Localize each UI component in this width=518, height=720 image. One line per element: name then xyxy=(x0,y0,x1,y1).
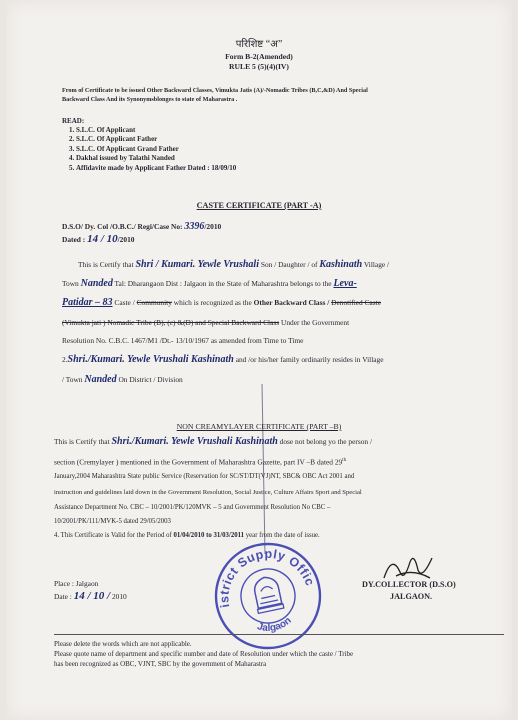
applicant-name-b: Shri./Kumari. Yewle Vrushali Kashinath xyxy=(111,436,278,447)
official-stamp xyxy=(212,540,324,652)
part-a-line-6: 2.Shri./Kumari. Yewle Vrushali Kashinath and /or his/her family ordinarily resides in Village xyxy=(62,354,384,365)
stamp-bottom-text: Jalgaon xyxy=(255,615,294,634)
part-b-line-3: January,2004 Maharashtra State public Service (Reservation for SC/ST/DT(VJ)NT, SBC& OBC Act 2001 and xyxy=(54,473,355,480)
officer-place: JALGAON. xyxy=(390,592,433,601)
read-item: 2. S.L.C. Of Applicant Father xyxy=(76,135,364,144)
town-name-2: Nanded xyxy=(84,374,117,385)
emblem-icon xyxy=(251,575,284,614)
officer-title: DY.COLLECTOR (D.S.O) xyxy=(362,580,456,589)
dated-line: Dated : 14 / 10/2010 xyxy=(62,233,135,245)
part-a-line-7: / Town Nanded On District / Division xyxy=(62,374,183,385)
read-list xyxy=(64,126,364,173)
part-a-line-1: This is Certify that Shri / Kumari. Yewle Vrushali Son / Daughter / of Kashinath Village / xyxy=(78,259,390,270)
case-number: 3396 xyxy=(184,221,205,232)
part-b-line-4: instruction and guidelines laid down in the Government Resolution, Social Justice, Culture Affairs Sport and Special xyxy=(54,489,362,496)
read-item: 4. Dakhal issued by Talathi Nanded xyxy=(76,154,364,163)
town-name: Nanded xyxy=(80,278,113,289)
note-1: Please delete the words which are not applicable. xyxy=(54,640,192,648)
certificate-page xyxy=(6,0,512,720)
part-b-line-5: Assistance Department No. CBC – 10/2001/PK/120MVK – 5 and Government Resolution No CBC – xyxy=(54,504,331,511)
devanagari-title: परिशिष्ट “अ” xyxy=(235,39,283,50)
form-number: Form B-2(Amended) xyxy=(225,52,293,61)
date-line: Date : 14 / 10 / 2010 xyxy=(54,590,127,602)
part-b-line-7: 4. This Certificate is Valid for the Period of 01/04/2010 to 31/03/2011 year from the date of issue. xyxy=(54,532,320,539)
validity-period: 01/04/2010 to 31/03/2011 xyxy=(173,532,245,539)
rule-number: RULE 5 (5)(4)(IV) xyxy=(229,62,289,71)
caste-name-a: Leva- xyxy=(333,278,357,289)
applicant-full-name: Shri./Kumari. Yewle Vrushali Kashinath xyxy=(67,354,234,365)
case-number-line: D.S.O/ Dy. Col /O.B.C./ Regi/Case No: 3396/2010 xyxy=(62,221,222,232)
part-b-line-1: This is Certify that Shri./Kumari. Yewle Vrushali Kashinath dose not belong yo the person / xyxy=(54,436,373,447)
dated-value: 14 / 10 xyxy=(87,233,118,245)
footer-divider xyxy=(54,634,504,635)
part-a-title: CASTE CERTIFICATE (PART -A) xyxy=(196,201,322,210)
place-label: Place : Jalgaon xyxy=(54,579,99,588)
applicant-name: Shri / Kumari. Yewle Vrushali xyxy=(135,259,259,270)
part-a-line-4: (Vimukta jati ) Nomadic Tribe (B), (c) &(D) and Special Backward Class Under the Government xyxy=(62,318,350,327)
part-a-line-3: Patidar – 83 Caste / Community which is recognized as the Other Backward Class / Denotified Caste xyxy=(62,297,381,308)
read-item: 1. S.L.C. Of Applicant xyxy=(76,126,364,135)
read-item: 3. S.L.C. Of Applicant Grand Father xyxy=(76,145,364,154)
intro-line-1: From of Certificate to be issued Other Backward Classes, Vimukta Jatis (A)/-Nomadic Tribes (B,C,&D) And Special xyxy=(62,87,368,94)
part-b-line-2: section (Cremylayer ) mentioned in the Government of Maharashtra Gazette, part IV –B dated 29th xyxy=(54,457,347,467)
pen-stroke xyxy=(262,384,266,554)
note-3: has been recognized as OBC, VJNT, SBC by the government of Maharastra xyxy=(54,660,267,668)
read-label: READ: xyxy=(62,117,85,125)
part-a-line-2: Town Nanded Tal: Dharangaon Dist : Jalgaon in the State of Maharashtra belongs to the Leva- xyxy=(62,278,357,289)
part-b-line-6: 10/2001/PK/111/MVK-5 dated 29/05/2003 xyxy=(54,518,171,525)
note-2: Please quote name of department and specific number and date of Resolution under which the caste / Tribe xyxy=(54,650,354,658)
intro-line-2: Backward Class And its Synonymsblonges to state of Maharastra . xyxy=(62,96,238,103)
father-name: Kashinath xyxy=(319,259,363,270)
caste-name-b: Patidar – 83 xyxy=(62,297,113,308)
read-item: 5. Affidavite made by Applicant Father Dated : 18/09/10 xyxy=(76,164,364,173)
part-a-line-5: Resolution No. C.B.C. 1467/M1 /Dt.- 13/10/1967 as amended from Time to Time xyxy=(62,336,304,345)
stamp-top-text: District Supply Officer xyxy=(217,546,318,609)
issue-date: 14 / 10 / xyxy=(73,590,111,602)
stamp-inner-ring xyxy=(236,564,300,628)
part-b-title: NON CREAMYLAYER CERTIFICATE (PART –B) xyxy=(176,422,342,431)
